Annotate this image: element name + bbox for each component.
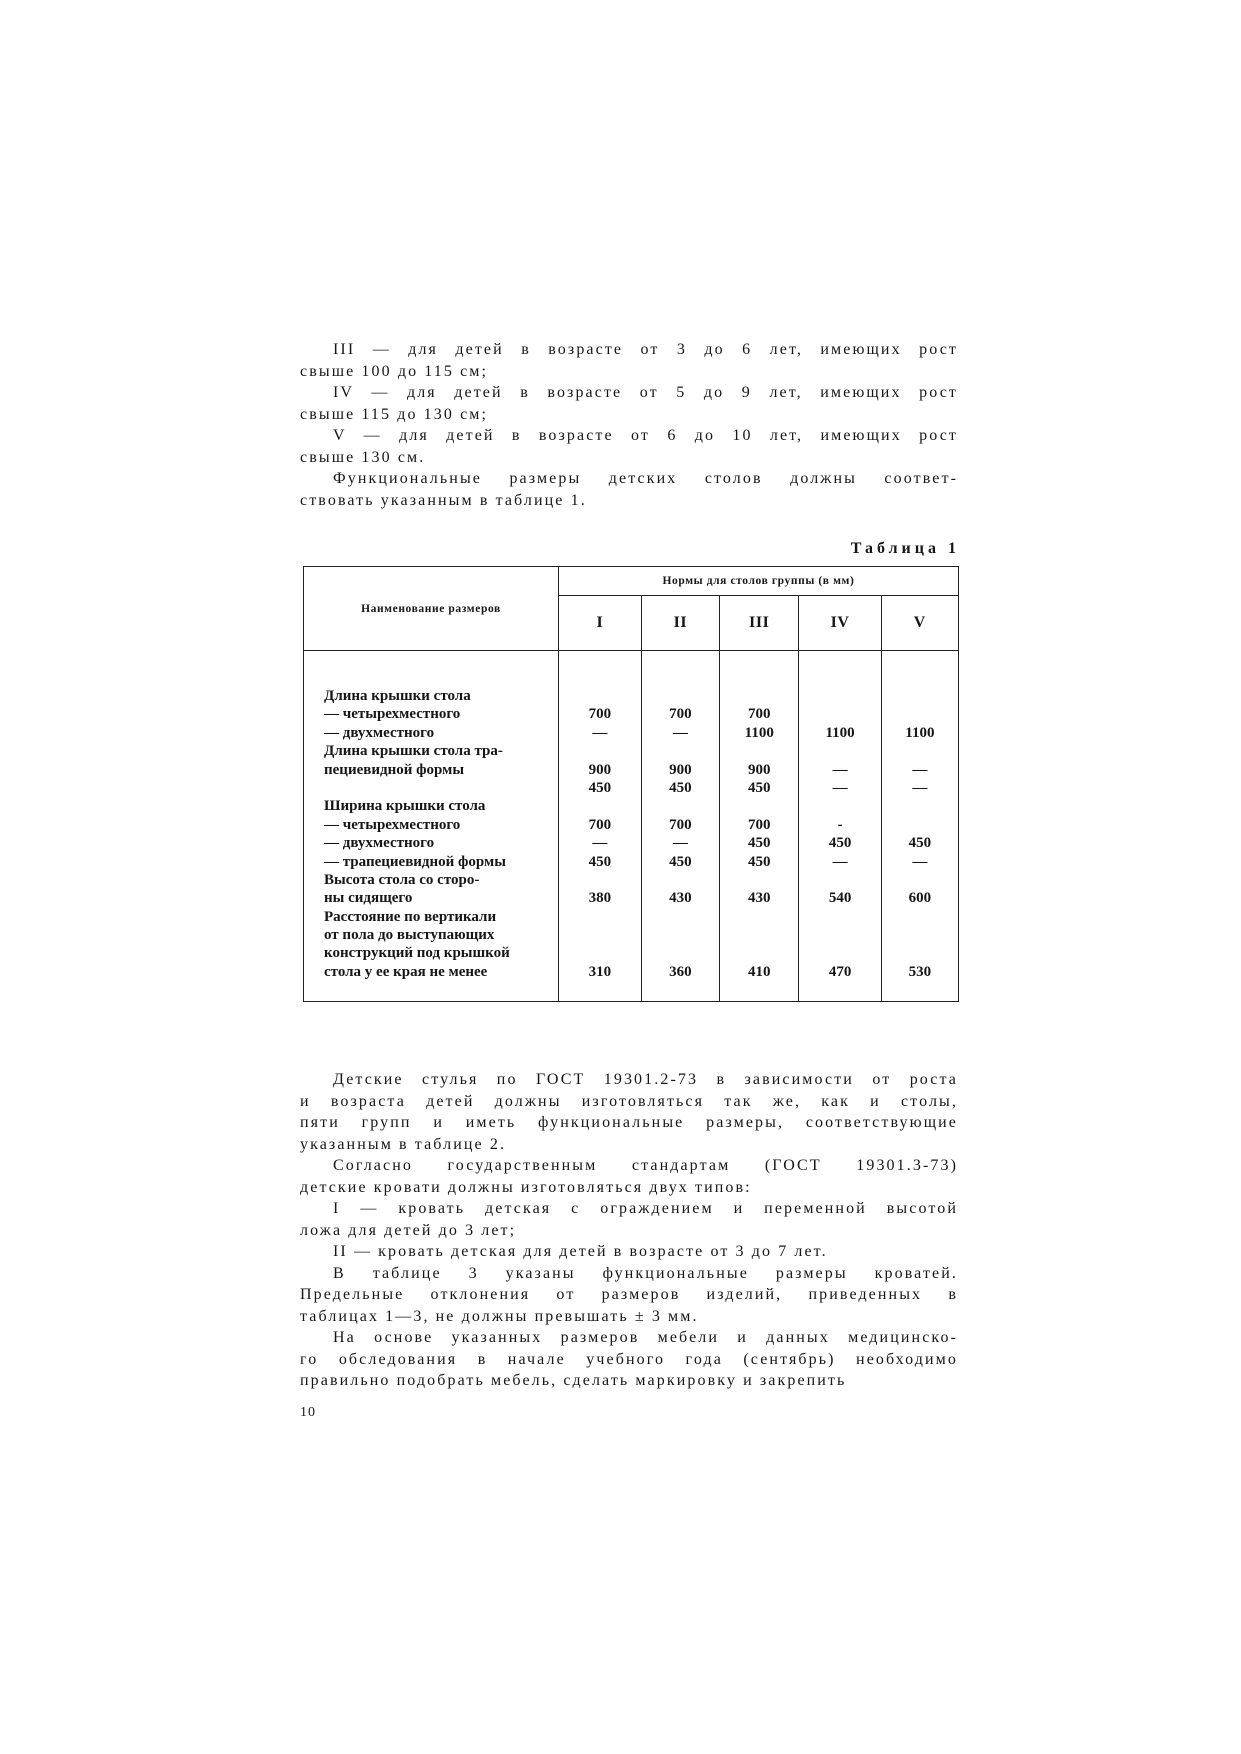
table-cell: 450: [747, 780, 771, 796]
column-header-IV: IV: [799, 596, 881, 651]
table-cell: 700: [588, 706, 612, 723]
table-cell: 450: [588, 780, 612, 796]
intro-paragraph-line: III — для детей в возрасте от 3 до 6 лет, имеющих рост: [333, 341, 958, 358]
table-cell: —: [672, 724, 688, 741]
table-cell: —: [832, 853, 848, 870]
column-header-V: V: [881, 596, 958, 651]
body-paragraph-line: и возраста детей должны изготовляться так же, как и столы,: [300, 1092, 958, 1110]
table-cell: —: [592, 724, 608, 741]
row-label: — четырехместного: [324, 816, 461, 833]
table-cell: 470: [828, 964, 852, 980]
column-header-group: Нормы для столов группы (в мм): [558, 567, 958, 596]
row-labels: [304, 651, 559, 1002]
table-cell: —: [832, 780, 848, 796]
table-cell: 700: [588, 816, 612, 833]
row-label: Высота стола со сторо-: [324, 871, 480, 888]
table-1: [303, 566, 959, 1002]
table-cell: 600: [908, 890, 932, 907]
table-cell: 900: [747, 761, 771, 778]
row-label: пециевидной формы: [324, 761, 465, 778]
row-label: от пола до выступающих: [324, 927, 495, 944]
row-label: [324, 779, 550, 797]
table-cell: 540: [828, 890, 852, 907]
intro-paragraph-line: свыше 100 до 115 см;: [300, 362, 489, 380]
body-paragraph-line: I — кровать детская с ограждением и переменной высотой: [333, 1200, 958, 1217]
table-cell: —: [592, 835, 608, 852]
table-cell: —: [832, 761, 848, 778]
body-paragraph-line: На основе указанных размеров мебели и данных медицинско-: [333, 1329, 958, 1346]
table-cell: 530: [908, 964, 932, 980]
body-paragraph-line: го обследования в начале учебного года (сентябрь) необходимо: [300, 1350, 958, 1368]
values-col-IV: [799, 651, 881, 1002]
row-label: Длина крышки стола: [324, 688, 471, 704]
table-cell: 450: [747, 853, 771, 870]
table-cell: 450: [747, 835, 771, 852]
body-paragraph-line: пяти групп и иметь функциональные размеры, соответствующие: [300, 1114, 958, 1131]
table-cell: 450: [669, 780, 692, 796]
table-cell: 410: [747, 964, 771, 980]
intro-paragraph-line: IV — для детей в возрасте от 5 до 9 лет, имеющих рост: [333, 384, 958, 401]
row-label: — трапециевидной формы: [324, 853, 506, 870]
intro-text: [300, 339, 958, 511]
body-paragraph-line: II — кровать детская для детей в возрасте от 3 до 7 лет.: [333, 1243, 828, 1260]
values-col-III: [720, 651, 799, 1002]
page-number: 10: [300, 1405, 316, 1420]
row-label: конструкций под крышкой: [324, 945, 510, 962]
row-label: — двухместного: [324, 835, 435, 852]
column-header-III: III: [720, 596, 799, 651]
table-cell: -: [837, 816, 843, 833]
intro-paragraph-line: ствовать указанным в таблице 1.: [300, 491, 587, 509]
body-paragraph-line: Детские стулья по ГОСТ 19301.2-73 в зависимости от роста: [333, 1071, 958, 1088]
table-cell: 450: [828, 835, 852, 852]
body-text: [300, 1069, 958, 1392]
table-cell: 360: [669, 964, 692, 980]
table-cell: 450: [669, 853, 692, 870]
row-label: стола у ее края не менее: [324, 963, 488, 980]
row-label: Ширина крышки стола: [324, 798, 486, 815]
table-cell: 430: [669, 890, 692, 907]
table-cell: 700: [747, 706, 771, 723]
table-cell: 310: [588, 964, 612, 980]
table-cell: 1100: [905, 724, 935, 741]
table-cell: 1100: [825, 724, 855, 741]
table-cell: —: [912, 780, 928, 796]
row-label: ны сидящего: [324, 890, 413, 907]
body-paragraph-line: В таблице 3 указаны функциональные размеры кроватей.: [333, 1264, 958, 1282]
body-paragraph-line: детские кровати должны изготовляться двух типов:: [300, 1178, 752, 1196]
row-label: Длина крышки стола тра-: [324, 743, 503, 760]
values-col-V: [881, 651, 958, 1002]
table-cell: 450: [588, 853, 612, 870]
body-paragraph-line: Согласно государственным стандартам (ГОСТ 19301.3-73): [333, 1157, 958, 1174]
table-cell: 900: [588, 761, 612, 778]
body-paragraph-line: указанным в таблице 2.: [300, 1135, 507, 1153]
intro-paragraph-line: V — для детей в возрасте от 6 до 10 лет, имеющих рост: [333, 427, 958, 444]
table-cell: 450: [908, 835, 932, 852]
table-cell: —: [912, 853, 928, 870]
table-caption: Таблица 1: [850, 540, 960, 557]
table-cell: —: [912, 761, 928, 778]
body-paragraph-line: правильно подобрать мебель, сделать маркировку и закрепить: [300, 1372, 847, 1389]
table-cell: 700: [669, 816, 692, 833]
table-cell: 700: [669, 706, 692, 723]
table-cell: —: [672, 835, 688, 852]
column-header-I: I: [558, 596, 641, 651]
table-cell: 380: [588, 890, 612, 907]
column-header-II: II: [641, 596, 719, 651]
table-cell: 430: [747, 890, 771, 907]
body-paragraph-line: таблицах 1—3, не должны превышать ± 3 мм.: [300, 1307, 699, 1325]
intro-paragraph-line: свыше 130 см.: [300, 448, 426, 466]
body-paragraph-line: Предельные отклонения от размеров изделий, приведенных в: [300, 1286, 958, 1303]
intro-paragraph-line: Функциональные размеры детских столов должны соответ-: [333, 470, 958, 487]
table-cell: 1100: [744, 724, 774, 741]
intro-paragraph-line: свыше 115 до 130 см;: [300, 405, 489, 423]
row-label: — четырехместного: [324, 706, 461, 723]
body-paragraph-line: ложа для детей до 3 лет;: [300, 1221, 517, 1239]
table-cell: 900: [669, 761, 692, 778]
values-col-II: [641, 651, 719, 1002]
table-cell: 700: [747, 816, 771, 833]
column-header-names: Наименование размеров: [304, 567, 559, 651]
values-col-I: [558, 651, 641, 1002]
row-label: Расстояние по вертикали: [324, 908, 497, 925]
row-label: — двухместного: [324, 724, 435, 741]
